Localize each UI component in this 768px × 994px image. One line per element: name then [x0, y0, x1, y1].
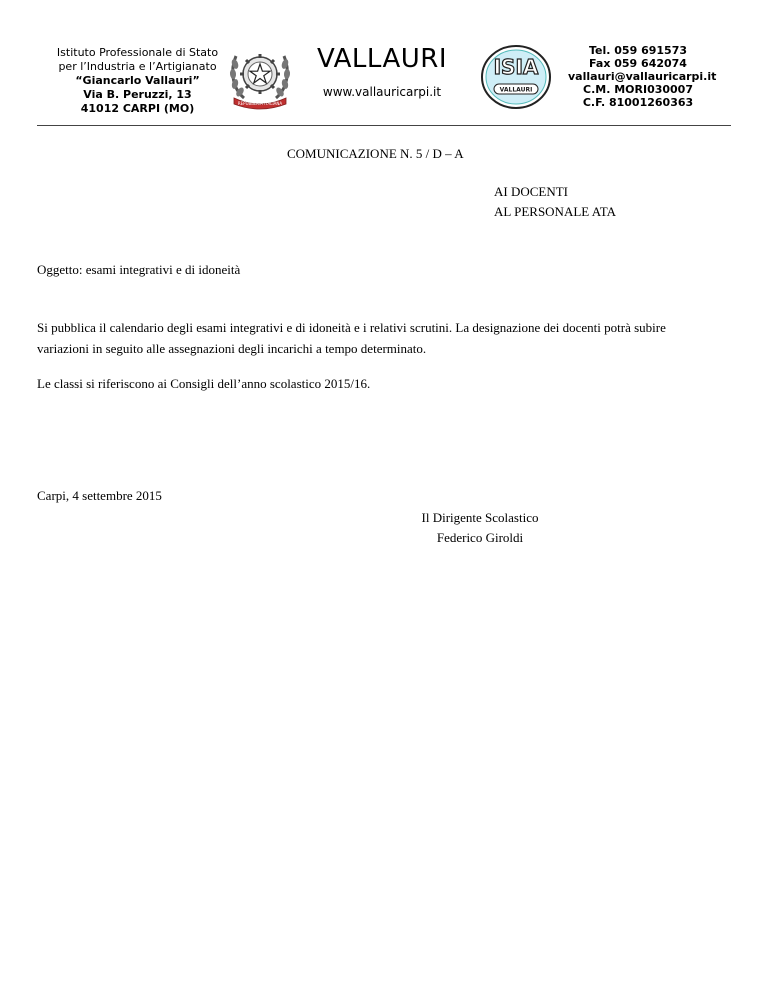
signature-title: Il Dirigente Scolastico: [421, 510, 539, 525]
school-code: C.M. MORI030007: [583, 83, 693, 96]
logo-subtext: VALLAURI: [499, 86, 533, 94]
website-link[interactable]: www.vallauricarpi.it: [322, 85, 442, 99]
subject-line: Oggetto: esami integrativi e di idoneità: [37, 262, 241, 277]
institute-name: “Giancarlo Vallauri”: [75, 74, 200, 87]
fax-number: Fax 059 642074: [589, 57, 687, 70]
communication-title: COMUNICAZIONE N. 5 / D – A: [287, 146, 464, 161]
logo-text: ISIA: [493, 55, 539, 79]
institute-street: Via B. Peruzzi, 13: [83, 88, 192, 101]
date-line: Carpi, 4 settembre 2015: [37, 488, 162, 503]
institute-sector: per l’Industria e l’Artigianato: [58, 60, 217, 73]
emblem-ribbon-text: REPUBBLICA ITALIANA: [237, 101, 283, 106]
email-address[interactable]: vallauri@vallauricarpi.it: [568, 70, 717, 83]
body-paragraph-1-line: variazioni in seguito alle assegnazioni degli incarichi a tempo determinato.: [37, 341, 427, 356]
recipients-block: [494, 182, 616, 222]
body-paragraph-1: [37, 317, 737, 359]
body-paragraph-2: Le classi si riferiscono ai Consigli dell’anno scolastico 2015/16.: [37, 376, 371, 391]
italian-republic-emblem-icon: [228, 42, 292, 110]
school-name: VALLAURI: [316, 44, 448, 74]
header-divider: [37, 125, 731, 126]
recipient-line: AI DOCENTI: [494, 184, 569, 199]
contact-block: [568, 44, 717, 109]
phone-number: Tel. 059 691573: [589, 44, 687, 57]
fiscal-code: C.F. 81001260363: [582, 96, 694, 109]
institute-address-block: [40, 46, 235, 116]
signature-block: [410, 508, 550, 548]
institute-city: 41012 CARPI (MO): [80, 102, 195, 115]
isia-logo-icon: [480, 44, 552, 110]
institute-type: Istituto Professionale di Stato: [56, 46, 219, 59]
recipient-line: AL PERSONALE ATA: [494, 204, 616, 219]
body-paragraph-1-line: Si pubblica il calendario degli esami integrativi e di idoneità e i relativi scrutini. La designazione dei docenti potrà subire: [37, 320, 666, 335]
signature-name: Federico Giroldi: [436, 530, 524, 545]
header-center: [312, 42, 452, 100]
